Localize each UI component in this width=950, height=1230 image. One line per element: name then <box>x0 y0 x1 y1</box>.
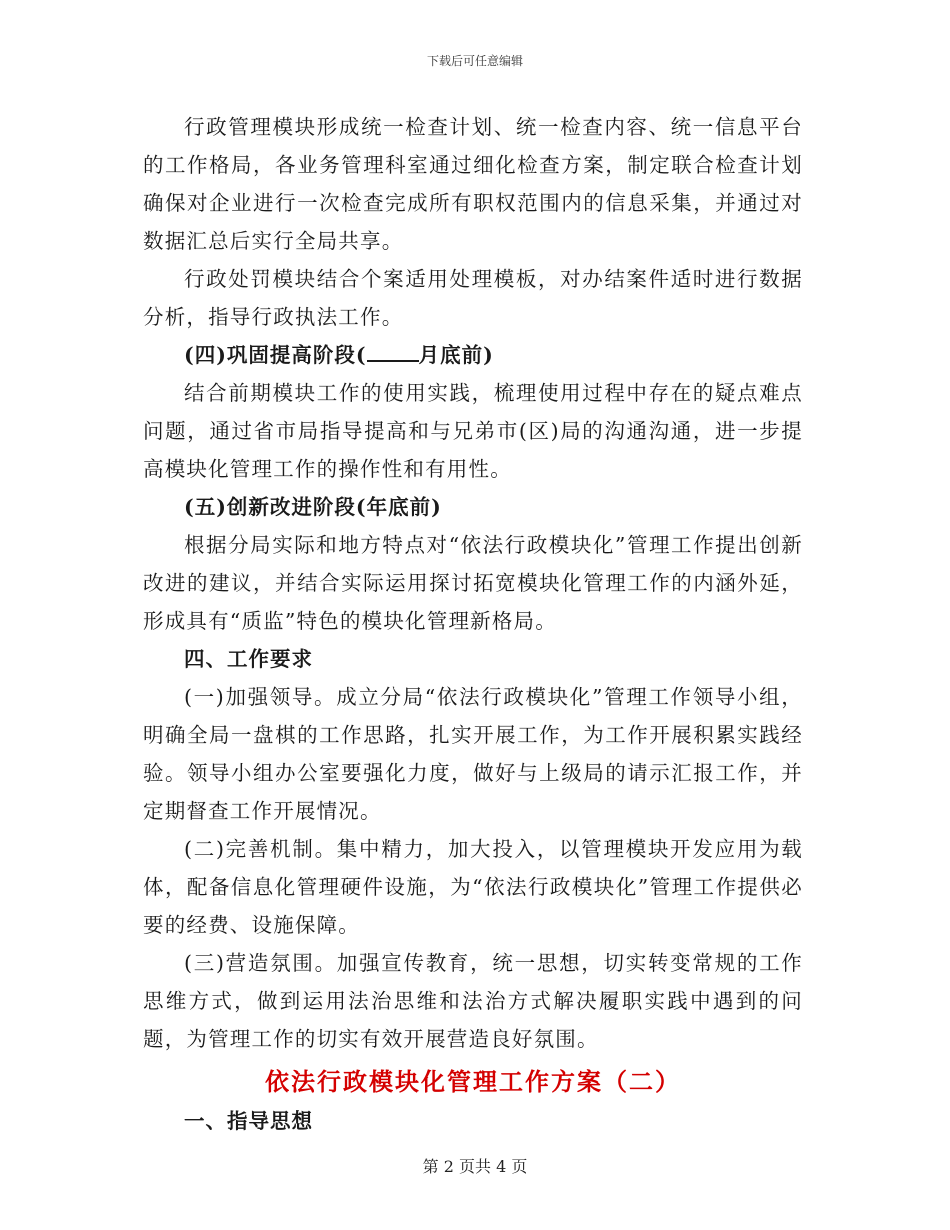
paragraph-admin-module: 行政管理模块形成统一检查计划、统一检查内容、统一信息平台的工作格局，各业务管理科室通过细化检查方案，制定联合检查计划确保对企业进行一次检查完成所有职权范围内的信息采集，并通过对数据汇总后实行全局共享。 <box>143 115 803 253</box>
page-number: 第 2 页共 4 页 <box>422 1157 528 1176</box>
fill-in-blank <box>367 340 419 362</box>
paragraph-stage-four: 结合前期模块工作的使用实践，梳理使用过程中存在的疑点难点问题，通过省市局指导提高和与兄弟市(区)局的沟通沟通，进一步提高模块化管理工作的操作性和有用性。 <box>143 381 803 481</box>
header-note: 下载后可任意编辑 <box>426 54 523 68</box>
heading-stage-four-suffix: 月底前) <box>418 343 494 367</box>
document-title: 依法行政模块化管理工作方案（二） <box>265 1067 681 1096</box>
heading-work-requirements: 四、工作要求 <box>184 647 313 671</box>
paragraph-stage-five: 根据分局实际和地方特点对“依法行政模块化”管理工作提出创新改进的建议，并结合实际运用探讨拓宽模块化管理工作的内涵外延，形成具有“质监”特色的模块化管理新格局。 <box>143 533 803 633</box>
heading-stage-four <box>143 336 803 374</box>
paragraph-requirement-two: (二)完善机制。集中精力，加大投入，以管理模块开发应用为载体，配备信息化管理硬件设施，为“依法行政模块化”管理工作提供必要的经费、设施保障。 <box>143 837 803 937</box>
paragraph-requirement-three: (三)营造氛围。加强宣传教育，统一思想，切实转变常规的工作思维方式，做到运用法治思维和法治方式解决履职实践中遇到的问题，为管理工作的切实有效开展营造良好氛围。 <box>143 951 803 1051</box>
heading-stage-four-prefix: (四)巩固提高阶段( <box>184 343 367 367</box>
document-body <box>143 108 803 1140</box>
paragraph-penalty-module: 行政处罚模块结合个案适用处理模板，对办结案件适时进行数据分析，指导行政执法工作。 <box>143 267 803 329</box>
heading-guiding-ideology: 一、指导思想 <box>184 1109 313 1133</box>
heading-stage-five: (五)创新改进阶段(年底前) <box>184 495 442 519</box>
paragraph-requirement-one: (一)加强领导。成立分局“依法行政模块化”管理工作领导小组，明确全局一盘棋的工作思路，扎实开展工作，为工作开展积累实践经验。领导小组办公室要强化力度，做好与上级局的请示汇报工作，并定期督查工作开展情况。 <box>143 685 803 823</box>
